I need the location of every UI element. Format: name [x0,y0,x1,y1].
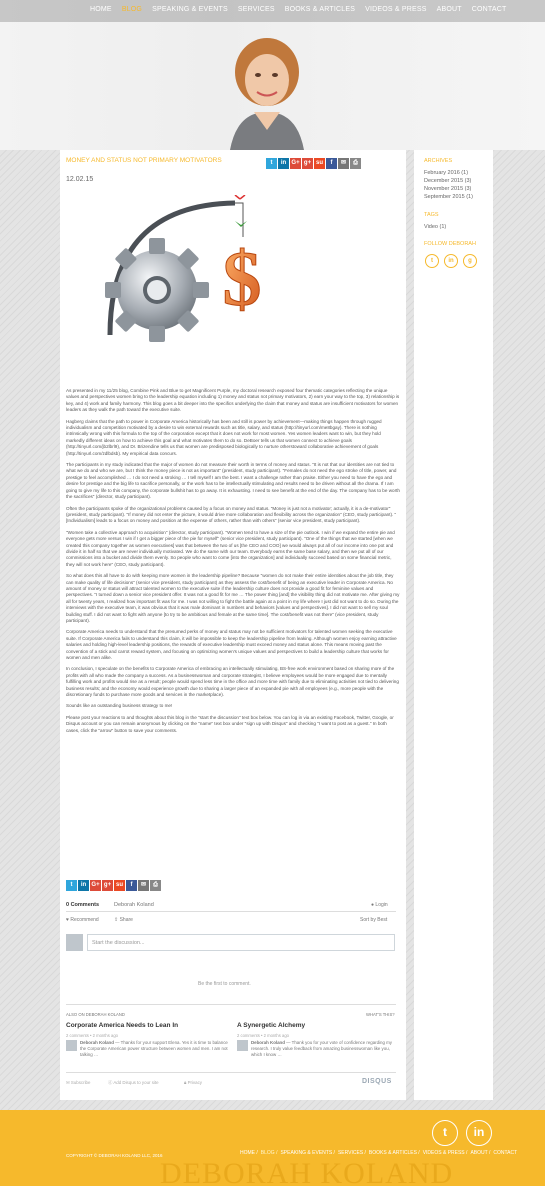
twitter-icon[interactable]: t [432,1120,458,1146]
google-plus-icon[interactable]: G+ [90,880,101,891]
footer-nav-item[interactable]: SERVICES / [337,1150,366,1156]
post-date: 12.02.15 [66,176,94,183]
nav-item[interactable]: VIDEOS & PRESS [365,6,427,13]
related-post-snippet[interactable]: Deborah Koland — Thank you for your vote of confidence regarding my research. I truly value feedback from amazing businesswoman like you, which I know … [251,1040,392,1057]
sidebar [414,150,493,1100]
whats-this-link[interactable]: WHAT'S THIS? [366,1012,395,1017]
post-paragraph: "Women take a collective approach to acquisition" (director, study participant). "Women tend to have a size of the pie outlook. I win if we expand the entire pie and everyone gets more versus I win if I get a bigger piece of the pie for myself" (senior vice president, study participant). "One of the things that we started [when we created this company together as women executives] was that between the two of us [the CEO and COO] we would always put all of our income into one pot and divide it in half so that we are never individually motivated. We do the same with our team. Everybody earns the same base salary, and then we put all of our commissions into a bucket and divide them evenly. So people who want to come [into the organization] and individually succeed based on some financial metric, they will not work here" (CEO, study participant). [66,529,395,567]
mail-icon[interactable]: ✉ [338,158,349,169]
nav-item[interactable]: CONTACT [471,6,507,13]
nav-item[interactable]: ABOUT [436,6,462,13]
mail-icon: ✉ [66,1080,71,1085]
nav-item[interactable]: HOME [90,6,112,13]
footer [0,1110,545,1186]
footer-nav-item[interactable]: ABOUT / [470,1150,491,1156]
print-icon[interactable]: ⎙ [150,880,161,891]
login-button[interactable]: ● Login [371,902,388,908]
archive-link[interactable]: December 2015 (3) [424,178,472,184]
tag-link[interactable]: Video (1) [424,224,447,230]
top-nav [0,0,545,22]
related-post-title[interactable]: A Synergetic Alchemy [237,1022,306,1029]
google-plus-icon[interactable]: G+ [290,158,301,169]
post-paragraph: As presented in my 11/25 blog, Combine Pink and Blue to get Magnificent Purple, my doctoral research exposed four thematic categories reflecting the unique values and perspectives women bring to the leadership equation including 1) money and status not primary motivators, 2) earn your way to the top, 3) relationship is key, and 4) work and family harmony. This blog goes a bit deeper into the specifics underlying the claim that money and status are insufficient motivators for women leaders as they walk the path toward the executive suite. [66,388,400,413]
twitter-icon[interactable]: t [425,254,439,268]
related-post-meta: 2 comments • 2 months ago [237,1033,289,1038]
archive-link[interactable]: September 2015 (1) [424,194,473,200]
post-paragraph: The participants in my study indicated that the major of women do not measure their worth in terms of money and status. "It is not that our identities are not tied to what we do and who we are, but I think the money piece is not as important" (president, study participant). "Females do not need the ego stroke of title, power, and prestige to feel accomplished … I do not need a stroking … I tell myself I am the best. I want a challenge rather than praise. Either you need to have the ego and desire for prestige and the big life to sacrifice personally, or the work has to be intellectually stimulating and results need to be driven without all the drama. If I am going to give my life to this company, the corporate bullshit has to go away. It is exhausting. I need to see benefit at the end of the day. The company has to be worth the sacrifices" (director, study participant). [66,462,400,500]
nav-item[interactable]: BOOKS & ARTICLES [284,6,356,13]
footer-nav-item[interactable]: BOOKS & ARTICLES / [368,1150,420,1156]
copyright: COPYRIGHT © DEBORAH KOLAND LLC, 2016 [66,1153,163,1158]
related-post-meta: 2 comments • 2 months ago [66,1033,118,1038]
footer-nav-item[interactable]: BLOG / [260,1150,278,1156]
facebook-icon[interactable]: f [126,880,137,891]
follow-heading: FOLLOW DEBORAH [424,241,476,247]
post-paragraph: Corporate America needs to understand that the presumed perks of money and status may not be sufficient motivators for talented women seeking the executive suite. If Corporate America fails to understand this claim, it will be impossible to keep the leadership pipeline from leaking. Although women enjoy earning attractive salaries and holding high-level leadership positions, the rewards of executive leadership must exceed money and status alone. This means moving past the convention of a stick and carrot reward system, and focusing on optimizing women's unique values and perspectives to build a leadership culture that works for women and men alike. [66,629,397,661]
also-on-heading: ALSO ON DEBORAH KOLAND [66,1012,125,1017]
avatar [237,1040,248,1051]
archive-link[interactable]: November 2015 (3) [424,186,472,192]
archives-heading: ARCHIVES [424,158,453,164]
divider [66,1072,396,1073]
comment-count[interactable]: 0 Comments [66,902,100,908]
footer-watermark: DEBORAH KOLAND [160,1157,454,1186]
tags-heading: TAGS [424,212,439,218]
nav-item[interactable]: SPEAKING & EVENTS [152,6,228,13]
linkedin-icon[interactable]: in [444,254,458,268]
post-paragraph: So what does this all have to do with keeping more women in the leadership pipeline? Because "women do not make their entire identities about the job title, they can make quality of life decisions" (senior vice president, study participant) as they assess the cost/benefit of being an executive leader in Corporate America. No amount of money or status will attract talented women to the executive suite if the leadership culture does not provide a good fit for feminine values and perspectives. "I turned down a senior vice president offer. It was not a good fit for me … The power thing [and] the visibility thing did not motivate me. After giving my all for twenty years, I realized how important fit was for me. I was not willing to fight the battle again at a point in my life where I just did not want to do so. During the interviews with the executive team, it was obvious that it was male dominant in numbers and behaviors [values and perspectives]. I did not want to sell my soul building stuff. I did not want to fight with anyone [to try to be ambitious and female at the same time]. The cost/benefit was not there" (vice president, study participant). [66,573,400,623]
stumbleupon-icon[interactable]: su [314,158,325,169]
portrait-image [212,20,322,150]
disqus-icon: ⓓ [108,1080,114,1085]
linkedin-icon[interactable]: in [278,158,289,169]
privacy-link[interactable]: 🔒︎ Privacy [184,1080,202,1085]
footer-nav-item[interactable]: SPEAKING & EVENTS / [280,1150,335,1156]
post-title[interactable]: MONEY AND STATUS NOT PRIMARY MOTIVATORS [66,157,222,164]
footer-nav [240,1150,520,1156]
archive-link[interactable]: February 2016 (1) [424,170,469,176]
divider [66,911,396,912]
post-paragraph: In conclusion, I speculate on the benefits to Corporate America of embracing an intellectually stimulating, BS-free work environment based on sharing more of the profits with all who made the company a success. As a businesswoman and corporate strategist, I believe employees would be more engaged due to mentally fulfilling work and profits would rise as a result; people would spend less time in the office and more time with family due to eliminating activities not tied to delivering business results; and the economy would experience growth due to sharing a larger piece of an expanded pie with all employees (e.g., more people with the discretionary funds to purchase more goods and services in the marketplace). [66,666,399,698]
mail-icon[interactable]: ✉ [138,880,149,891]
heart-icon: ♥ [66,917,71,923]
footer-nav-item[interactable]: VIDEOS & PRESS / [422,1150,468,1156]
related-post-title[interactable]: Corporate America Needs to Lean In [66,1022,179,1029]
linkedin-icon[interactable]: in [78,880,89,891]
divider [66,1004,396,1005]
footer-nav-item[interactable]: CONTACT [493,1150,518,1156]
empty-comments-message: Be the first to comment. [198,981,251,987]
twitter-icon[interactable]: t [266,158,277,169]
add-disqus-link[interactable]: ⓓ Add Disqus to your site [108,1080,159,1085]
google-plus-icon[interactable]: g [463,254,477,268]
share-bar-bottom [66,880,161,891]
nav-item[interactable]: SERVICES [237,6,275,13]
post-paragraph: Sounds like an outstanding business strategy to me! [66,703,173,709]
recommend-button[interactable]: ♥ Recommend [66,917,99,923]
comment-input[interactable]: Start the discussion... [87,934,395,951]
post-paragraph: Please post your reactions to and thoughts about this blog in the "start the discussion" text box below. You can log in via an existing Facebook, Twitter, Google, or Disqus account or you can remain anonymous by clicking on the "name" text box under "sign up with Disqus" and checking "I want to post as a guest." In both cases, click the "arrow" button to save your comments. [66,714,394,733]
user-icon: ● [371,902,376,908]
share-button[interactable]: ⇪ Share [114,917,133,923]
sort-dropdown[interactable]: Sort by Best [360,917,388,923]
google-icon[interactable]: g+ [302,158,313,169]
facebook-icon[interactable]: f [326,158,337,169]
avatar [66,934,83,951]
print-icon[interactable]: ⎙ [350,158,361,169]
related-post-snippet[interactable]: Deborah Koland — Thanks for your support Elena. Yes it is time to balance the Corporate American power structure between women and men. I am not talking … [80,1040,228,1057]
svg-text:$: $ [222,235,262,322]
twitter-icon[interactable]: t [66,880,77,891]
avatar [66,1040,77,1051]
share-bar-top [266,158,361,169]
disqus-site-name[interactable]: Deborah Koland [114,902,154,908]
google-icon[interactable]: g+ [102,880,113,891]
footer-nav-item[interactable]: HOME / [240,1150,258,1156]
disqus-logo[interactable]: DISQUS [362,1078,392,1085]
post-body [66,388,400,739]
nav-item[interactable]: BLOG [121,6,143,13]
linkedin-icon[interactable]: in [466,1120,492,1146]
gear-dollar-illustration [95,195,295,375]
share-icon: ⇪ [114,917,120,923]
post-paragraph: Often the participants spoke of the organizational problems caused by a focus on money and status. "Money is just not a motivator; actually, it is a de-motivator" (president, study participant). "If money did not enter the picture, it would drive more collaboration and flexibility across the organization" (CEO, study participant). "[Individualism] leads to a focus on money and position at the expense of others, rather than with others" (senior vice president, study participant). [66,505,397,524]
post-paragraph: Hagberg claims that the path to power in Corporate America historically has been and still is power by achievement—making things happen through rugged individualism and competition motivated by a desire to win external rewards such as title, salary, and status (http://tinyurl.com/me8bgay). There is nothing intrinsically wrong with this formula to the top of the corporation except that it does not work for most women. Yes women leaders want to win, but they hold markedly different ideas on how to achieve this goal and what motivates them to do so. DeBoer tells us that women connect to achieve goals (http://tinyurl.com/jb2lbrl9), and Dr. Brizendine tells us that women are predisposed biologically to nurture otherstoward collaborative achievement of goals (http://tinyurl.com/zdlbdsb). My empirical data concurs. [66,418,382,456]
lock-icon: 🔒︎ [184,1080,188,1085]
stumbleupon-icon[interactable]: su [114,880,125,891]
subscribe-link[interactable]: ✉ Subscribe [66,1080,91,1085]
